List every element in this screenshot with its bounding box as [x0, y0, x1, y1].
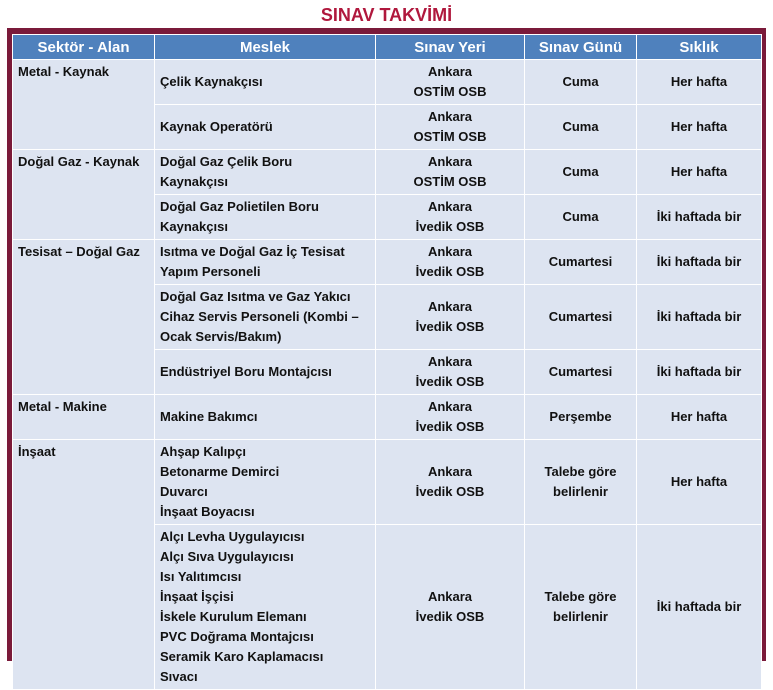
- sector-cell: Metal - Kaynak: [13, 60, 155, 150]
- sector-cell: Metal - Makine: [13, 395, 155, 440]
- exam-place-cell: [376, 150, 525, 195]
- occupation-cell: [155, 150, 376, 195]
- exam-day-line: belirlenir: [553, 484, 608, 499]
- exam-day-line: belirlenir: [553, 609, 608, 624]
- occupation-line: Makine Bakımcı: [160, 409, 258, 424]
- exam-day-line: Cumartesi: [548, 364, 613, 379]
- exam-place-line: İvedik OSB: [415, 419, 485, 434]
- exam-day-cell: [525, 105, 637, 150]
- frequency-cell: Her hafta: [637, 60, 762, 105]
- occupation-line: İnşaat Boyacısı: [160, 504, 255, 519]
- exam-place-line: İvedik OSB: [415, 484, 485, 499]
- sector-cell: Doğal Gaz - Kaynak: [13, 150, 155, 240]
- exam-day-cell: [525, 195, 637, 240]
- occupation-line: Ahşap Kalıpçı: [160, 444, 246, 459]
- exam-place-line: Ankara: [427, 589, 473, 604]
- exam-place-line: OSTİM OSB: [413, 174, 487, 189]
- header-frequency: Sıklık: [637, 35, 762, 60]
- frequency-cell: Her hafta: [637, 105, 762, 150]
- occupation-line: Seramik Karo Kaplamacısı: [160, 649, 324, 664]
- occupation-line: Kaynakçısı: [160, 174, 228, 189]
- exam-place-line: İvedik OSB: [415, 264, 485, 279]
- header-exam-place: Sınav Yeri: [376, 35, 525, 60]
- occupation-line: Isı Yalıtımcısı: [160, 569, 242, 584]
- occupation-line: PVC Doğrama Montajcısı: [160, 629, 314, 644]
- exam-day-line: Cuma: [562, 209, 599, 224]
- exam-place-cell: [376, 195, 525, 240]
- exam-place-line: İvedik OSB: [415, 319, 485, 334]
- exam-day-line: Cumartesi: [548, 254, 613, 269]
- exam-place-line: Ankara: [427, 354, 473, 369]
- exam-place-line: Ankara: [427, 109, 473, 124]
- occupation-line: Ocak Servis/Bakım): [160, 329, 282, 344]
- exam-day-line: Cuma: [562, 164, 599, 179]
- exam-day-cell: [525, 395, 637, 440]
- table-row: [13, 440, 762, 525]
- exam-day-line: Cuma: [562, 119, 599, 134]
- table-row: [13, 240, 762, 285]
- exam-place-line: OSTİM OSB: [413, 129, 487, 144]
- exam-day-line: Cuma: [562, 74, 599, 89]
- occupation-line: Doğal Gaz Isıtma ve Gaz Yakıcı: [160, 289, 351, 304]
- occupation-line: Endüstriyel Boru Montajcısı: [160, 364, 332, 379]
- table-body: [13, 60, 762, 690]
- occupation-line: Isıtma ve Doğal Gaz İç Tesisat: [160, 244, 345, 259]
- exam-place-line: Ankara: [427, 64, 473, 79]
- occupation-cell: [155, 60, 376, 105]
- table-row: [13, 60, 762, 105]
- exam-day-cell: [525, 240, 637, 285]
- exam-day-cell: [525, 150, 637, 195]
- exam-day-line: Talebe göre: [544, 464, 617, 479]
- occupation-cell: [155, 285, 376, 350]
- frequency-cell: İki haftada bir: [637, 525, 762, 690]
- exam-place-cell: [376, 285, 525, 350]
- exam-day-line: Perşembe: [549, 409, 612, 424]
- occupation-line: Doğal Gaz Polietilen Boru: [160, 199, 319, 214]
- exam-place-line: OSTİM OSB: [413, 84, 487, 99]
- occupation-cell: [155, 350, 376, 395]
- exam-place-line: Ankara: [427, 199, 473, 214]
- occupation-line: Çelik Kaynakçısı: [160, 74, 263, 89]
- exam-place-line: Ankara: [427, 244, 473, 259]
- occupation-line: Doğal Gaz Çelik Boru: [160, 154, 293, 169]
- exam-place-line: İvedik OSB: [415, 374, 485, 389]
- exam-place-cell: [376, 105, 525, 150]
- occupation-line: Duvarcı: [160, 484, 208, 499]
- frequency-cell: Her hafta: [637, 150, 762, 195]
- occupation-line: Yapım Personeli: [160, 264, 261, 279]
- occupation-line: Sıvacı: [160, 669, 198, 684]
- frequency-cell: İki haftada bir: [637, 285, 762, 350]
- frequency-cell: İki haftada bir: [637, 195, 762, 240]
- occupation-cell: [155, 395, 376, 440]
- exam-place-cell: [376, 60, 525, 105]
- exam-place-cell: [376, 350, 525, 395]
- occupation-line: İnşaat İşçisi: [160, 589, 234, 604]
- header-sector: Sektör - Alan: [13, 35, 155, 60]
- occupation-line: Kaynakçısı: [160, 219, 228, 234]
- exam-day-line: Cumartesi: [548, 309, 613, 324]
- frequency-cell: Her hafta: [637, 395, 762, 440]
- sector-cell: İnşaat: [13, 440, 155, 690]
- header-row: [13, 35, 762, 60]
- exam-day-cell: [525, 350, 637, 395]
- frequency-cell: İki haftada bir: [637, 350, 762, 395]
- frequency-cell: İki haftada bir: [637, 240, 762, 285]
- occupation-cell: [155, 105, 376, 150]
- exam-day-cell: [525, 285, 637, 350]
- header-exam-day: Sınav Günü: [525, 35, 637, 60]
- exam-day-line: Talebe göre: [544, 589, 617, 604]
- occupation-line: Cihaz Servis Personeli (Kombi –: [160, 309, 359, 324]
- occupation-cell: [155, 440, 376, 525]
- occupation-cell: [155, 195, 376, 240]
- occupation-line: Alçı Levha Uygulayıcısı: [160, 529, 305, 544]
- exam-place-line: Ankara: [427, 154, 473, 169]
- exam-place-cell: [376, 395, 525, 440]
- exam-place-line: Ankara: [427, 399, 473, 414]
- exam-day-cell: [525, 440, 637, 525]
- header-occupation: Meslek: [155, 35, 376, 60]
- occupation-line: Betonarme Demirci: [160, 464, 280, 479]
- exam-place-cell: [376, 440, 525, 525]
- table-row: [13, 150, 762, 195]
- exam-day-cell: [525, 60, 637, 105]
- occupation-line: Alçı Sıva Uygulayıcısı: [160, 549, 294, 564]
- page-title: SINAV TAKVİMİ: [320, 5, 453, 25]
- exam-place-line: İvedik OSB: [415, 609, 485, 624]
- occupation-cell: [155, 240, 376, 285]
- exam-place-cell: [376, 240, 525, 285]
- table-row: [13, 395, 762, 440]
- exam-place-line: Ankara: [427, 299, 473, 314]
- occupation-line: İskele Kurulum Elemanı: [160, 609, 307, 624]
- exam-place-line: Ankara: [427, 464, 473, 479]
- sector-cell: Tesisat – Doğal Gaz: [13, 240, 155, 395]
- occupation-line: Kaynak Operatörü: [160, 119, 273, 134]
- exam-place-line: İvedik OSB: [415, 219, 485, 234]
- frequency-cell: Her hafta: [637, 440, 762, 525]
- exam-schedule-table: [12, 34, 762, 690]
